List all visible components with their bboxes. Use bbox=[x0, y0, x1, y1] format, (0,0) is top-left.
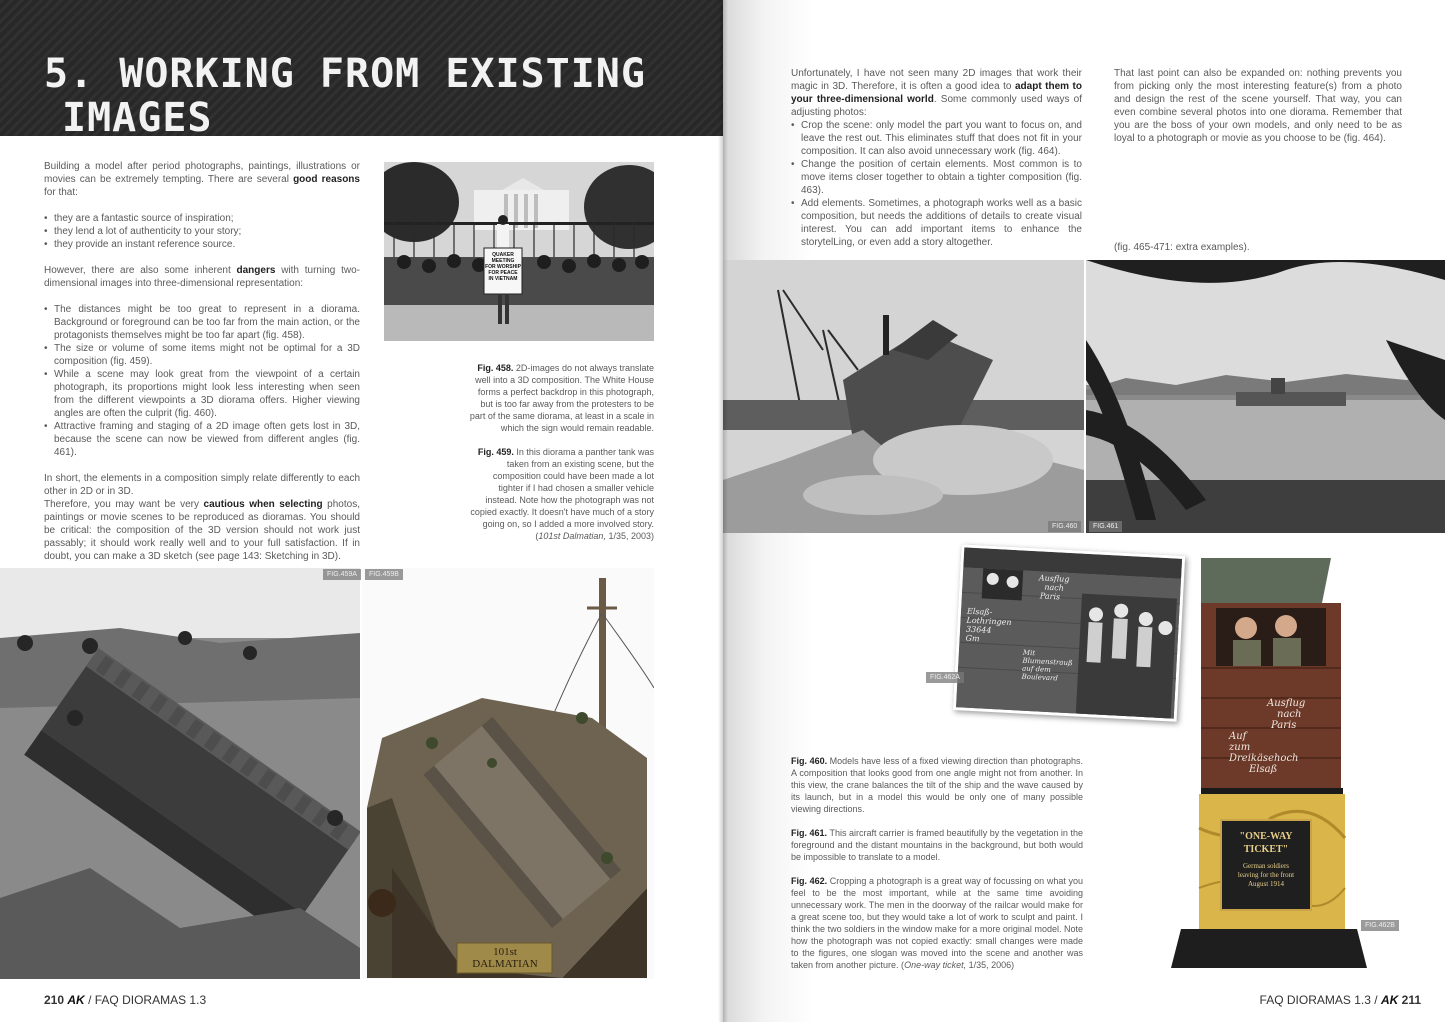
fig462a-tag: FIG.462A bbox=[926, 672, 964, 683]
page-number: 211 bbox=[1401, 993, 1421, 1007]
chapter-title bbox=[44, 52, 646, 140]
chapter-title-line1: 5. WORKING FROM EXISTING bbox=[44, 51, 646, 97]
intro-paragraph-1: Building a model after period photographs, paintings, illustrations or movies can be extremely tempting. There are several good reasons for that: bbox=[44, 161, 360, 198]
ak-logo: AK bbox=[1380, 993, 1399, 1007]
extra-examples-note: (fig. 465-471: extra examples). bbox=[1114, 242, 1250, 253]
fig462a-photo bbox=[953, 544, 1185, 721]
fig462b-photo bbox=[1171, 548, 1367, 980]
fig461-tag: FIG.461 bbox=[1089, 521, 1122, 532]
fig458-photo bbox=[384, 162, 654, 341]
left-footer: 210 AK / FAQ DIORAMAS 1.3 bbox=[44, 993, 207, 1007]
chapter-title-band bbox=[0, 0, 723, 141]
right-footer: FAQ DIORAMAS 1.3 / AK 211 bbox=[1259, 993, 1421, 1007]
fig460-photo bbox=[723, 260, 1084, 533]
fig459a-photo bbox=[0, 568, 360, 979]
intro-paragraph-2: However, there are also some inherent dangers with turning two-dimensional images into three-dimensional representation: bbox=[44, 265, 360, 289]
fig458-caption: Fig. 458. 2D-images do not always translate well into a 3D composition. The White House forms a perfect backdrop in this photograph, but is too far away from the protesters to be part of the same diorama, at least in a scale in which the sign would remain readable. bbox=[469, 363, 654, 433]
list-item: • they lend a lot of authenticity to your story; bbox=[44, 225, 360, 238]
book-title: FAQ DIORAMAS 1.3 bbox=[1259, 993, 1371, 1007]
list-item: • Add elements. Sometimes, a photograph works well as a basic composition, but needs the additions of details to create visual interest. You can add important items to enhance the storytelLing, or even add a story altogether. bbox=[791, 197, 1082, 249]
fig461-caption: Fig. 461. This aircraft carrier is framed beautifully by the vegetation in the foreground and the distant mountains in the background, but both would be impossible to translate to a model. bbox=[791, 828, 1083, 862]
model-chalk-text: Ausflug nach Paris Auf zum Dreikäsehoch Elsaß bbox=[1229, 698, 1306, 775]
intro-text bbox=[44, 160, 360, 576]
fig459-caption: Fig. 459. In this diorama a panther tank was taken from an existing scene, but the composition could have been made a lot tighter if I had chosen a smaller vehicle instead. Note how the photograph was not copied exactly. It doesn't have much of a story going on, so I added a more involved story. (101st Dalmatian, 1/35, 2003) bbox=[470, 447, 654, 541]
figure-captions-right bbox=[791, 755, 1083, 983]
protest-sign: QUAKER MEETING FOR WORSHIP FOR PEACE IN VIETNAM bbox=[485, 252, 521, 282]
fig462-caption: Fig. 462. Cropping a photograph is a great way of focussing on what you feel to be the most important, while at the same time avoiding unnecessary work. The men in the doorway of the railcar would make for a great scene too, but they would take a lot of work to sculpt and paint. I think the two soldiers in the window make for a more original model. Note how the photograph was not copied exactly: small changes were made to the figures, one slogan was moved into the scene and another was taken from another picture. (One-way ticket, 1/35, 2006) bbox=[791, 876, 1083, 970]
figure-captions-left bbox=[468, 362, 654, 554]
fig459b-tag: FIG.459B bbox=[365, 569, 403, 580]
ak-logo: AK bbox=[67, 993, 85, 1007]
fig460-caption: Fig. 460. Models have less of a fixed viewing direction than photographs. A composition that looks good from one angle might not from another. In this view, the crane balances the tilt of the ship and the wave caused by its launch, but in a model this would be only one of many possible viewing directions. bbox=[791, 756, 1083, 814]
right-column-1 bbox=[791, 67, 1082, 262]
adjust-list bbox=[791, 119, 1082, 249]
railcar-chalk-text: Ausflug nach Paris Elsaß- Lothringen 33644 Gm bbox=[965, 573, 1070, 644]
chapter-title-line2: IMAGES bbox=[62, 95, 213, 141]
page-number: 210 bbox=[44, 993, 65, 1007]
list-item: • they are a fantastic source of inspiration; bbox=[44, 212, 360, 225]
list-item: • Change the position of certain elements. Most common is to move items closer together to obtain a tighter composition (fig. 463). bbox=[791, 158, 1082, 197]
list-item: • Crop the scene: only model the part you want to focus on, and leave the rest out. This eliminates stuff that does not fit in your composition. It can also avoid unnecessary work (fig. 464). bbox=[791, 119, 1082, 158]
list-item: • The size or volume of some items might not be optimal for a 3D composition (fig. 459). bbox=[44, 342, 360, 368]
plaque-101st: 101st DALMATIAN bbox=[472, 946, 538, 970]
adapt-paragraph: Unfortunately, I have not seen many 2D images that work their magic in 3D. Therefore, it is often a good idea to adapt them to your three-dimensional world. Some commonly used ways of adjusting photos: bbox=[791, 68, 1082, 118]
intro-paragraph-3: In short, the elements in a composition simply relate differently to each other in 2D or in 3D. bbox=[44, 473, 360, 497]
model-plaque: "ONE-WAY TICKET" German soldiers leaving for the front August 1914 bbox=[1237, 831, 1295, 888]
list-item: • While a scene may look great from the viewpoint of a certain photograph, its proportions might look less interesting when seen from the different viewpoints a 3D diorama offers. Higher viewing angles are often the culprit (fig. 460). bbox=[44, 368, 360, 420]
book-title: FAQ DIORAMAS 1.3 bbox=[94, 993, 207, 1007]
fig459a-tag: FIG.459A bbox=[323, 569, 361, 580]
expand-paragraph: That last point can also be expanded on: nothing prevents you from picking only the most interesting feature(s) from a photo and design the rest of the scene yourself. That way, you can even combine several photos into one diorama. Remember that you are the boss of your own models, and only need to be as loyal to a photograph or movie as you choose to be (fig. 464). bbox=[1114, 68, 1402, 144]
fig461-photo bbox=[1086, 260, 1445, 533]
reasons-list bbox=[44, 212, 360, 251]
list-item: • they provide an instant reference source. bbox=[44, 238, 360, 251]
fig459b-photo bbox=[362, 568, 654, 979]
fig462b-tag: FIG.462B bbox=[1361, 920, 1399, 931]
dangers-list bbox=[44, 303, 360, 459]
right-page bbox=[723, 0, 1445, 1022]
book-spine bbox=[718, 0, 728, 1022]
fig460-tag: FIG.460 bbox=[1048, 521, 1081, 532]
list-item: • The distances might be too great to represent in a diorama. Background or foreground can be too far from the main action, or the protagonists themselves might be too far apart (fig. 458). bbox=[44, 303, 360, 342]
list-item: • Attractive framing and staging of a 2D image often gets lost in 3D, because the scene can now be viewed from different angles (fig. 461). bbox=[44, 420, 360, 459]
intro-paragraph-4: Therefore, you may want be very cautious when selecting photos, paintings or movie scenes to be reproduced as dioramas. You should be critical: the composition of the 3D version should not work just passably; it should work really well and to your full satisfaction. If in doubt, you can make a 3D sketch (see page 143: Sketching in 3D). bbox=[44, 499, 360, 562]
railcar-slogan: Mit Blumenstrauß auf dem Boulevard bbox=[1021, 648, 1073, 683]
right-column-2 bbox=[1114, 67, 1402, 158]
